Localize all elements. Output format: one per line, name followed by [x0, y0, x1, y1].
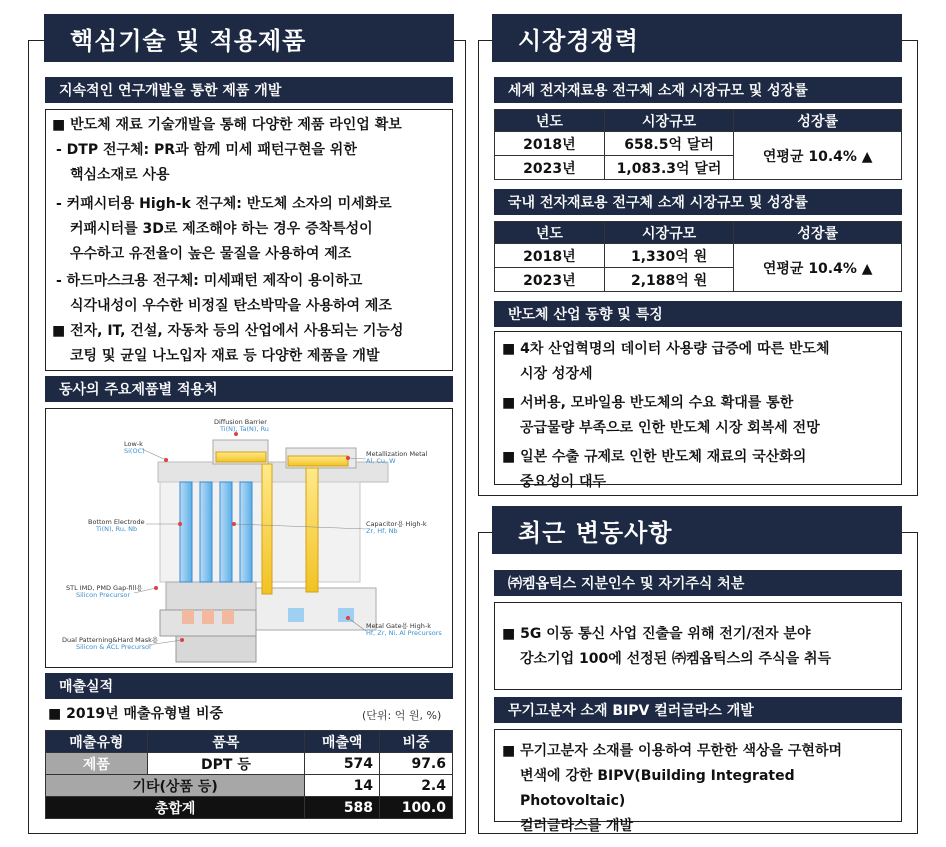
cell: 총합계	[46, 797, 305, 819]
rnd-line: 식각내성이 우수한 비정질 탄소박막을 사용하여 제조	[70, 298, 392, 314]
recent-item1-line: 강소기업 100에 선정된 ㈜켐옵틱스의 주식을 취득	[520, 651, 832, 667]
trend-line: 시장 성장세	[520, 366, 593, 382]
cell: 100.0	[380, 797, 453, 819]
cell: DPT 등	[147, 753, 305, 775]
cell: 제품	[46, 753, 148, 775]
label-stl-sub: Silicon Precursor	[76, 591, 131, 599]
rnd-content	[52, 113, 452, 369]
rnd-line: ■ 전자, IT, 건설, 자동차 등의 산업에서 사용되는 기능성	[52, 323, 404, 339]
cell: 574	[305, 753, 380, 775]
rnd-line: - 하드마스크용 전구체: 미세패턴 제작이 용이하고	[56, 273, 363, 289]
trend-content	[502, 337, 898, 495]
global-table	[494, 109, 902, 180]
cell: 1,330억 원	[604, 244, 734, 268]
recent-item1-line: ■ 5G 이동 통신 사업 진출을 위해 전기/전자 분야	[502, 626, 811, 642]
recent-item2-line: ■ 무기고분자 소재를 이용하여 무한한 색상을 구현하며	[502, 743, 842, 759]
label-diffusion-barrier-sub: Ti(N), Ta(N), Ru	[220, 425, 269, 433]
label-metal-gate-sub: Hf, Zr, Ni, Al Precursors	[366, 629, 442, 637]
col-share: 비중	[380, 731, 453, 753]
recent-item2-line: 컬러글라스를 개발	[520, 818, 634, 834]
sales-unit: (단위: 억 원, %)	[362, 709, 442, 722]
cell: 14	[305, 775, 380, 797]
trend-header: 반도체 산업 동향 및 특징	[494, 301, 902, 327]
table-row	[46, 797, 453, 819]
cell: 2018년	[495, 132, 605, 156]
table-row	[46, 753, 453, 775]
domestic-table	[494, 221, 902, 292]
label-low-k-sub: Si(OC)	[124, 447, 145, 455]
growth-cell: 연평균 10.4% ▲	[734, 132, 902, 180]
label-metal-gate: Metal Gate용 High-k	[366, 622, 431, 630]
col-year: 년도	[495, 222, 605, 244]
cell: 2,188억 원	[604, 268, 734, 292]
cell: 기타(상품 등)	[46, 775, 305, 797]
cell: 658.5억 달러	[604, 132, 734, 156]
growth-cell: 연평균 10.4% ▲	[734, 244, 902, 292]
trend-line: 중요성이 대두	[520, 474, 607, 490]
col-size: 시장규모	[604, 110, 734, 132]
table-row	[495, 132, 902, 156]
label-dual: Dual Patterning&Hard Mask용	[62, 636, 159, 644]
recent-item2-header: 무기고분자 소재 BIPV 컬러글라스 개발	[494, 697, 902, 723]
label-diffusion-barrier: Diffusion Barrier	[214, 418, 267, 426]
semiconductor-structure-diagram	[48, 412, 450, 666]
trend-line: ■ 4차 산업혁명의 데이터 사용량 급증에 따른 반도체	[502, 341, 830, 357]
col-amount: 매출액	[305, 731, 380, 753]
label-dual-sub: Silicon & ACL Precursor	[76, 643, 152, 651]
global-header: 세계 전자재료용 전구체 소재 시장규모 및 성장률	[494, 77, 902, 103]
rnd-line: 커패시터를 3D로 제조해야 하는 경우 증착특성이	[70, 221, 373, 237]
label-bottom-electrode-sub: Ti(N), Ru, Nb	[96, 525, 138, 533]
recent-item1-content	[502, 622, 898, 672]
rnd-line: - DTP 전구체: PR과 함께 미세 패턴구현을 위한	[56, 142, 357, 158]
rnd-line: ■ 반도체 재료 기술개발을 통해 다양한 제품 라인업 확보	[52, 117, 402, 133]
trend-line: 공급물량 부족으로 인한 반도체 시장 회복세 전망	[520, 420, 820, 436]
left-panel-title: 핵심기술 및 적용제품	[44, 14, 454, 62]
col-year: 년도	[495, 110, 605, 132]
rnd-header: 지속적인 연구개발을 통한 제품 개발	[45, 77, 453, 103]
recent-item2-line: 변색에 강한 BIPV(Building Integrated Photovoltaic)	[520, 768, 795, 809]
cell: 2023년	[495, 156, 605, 180]
cell: 2.4	[380, 775, 453, 797]
label-capacitor: Capacitor용 High-k	[366, 520, 427, 528]
label-low-k: Low-k	[124, 440, 143, 448]
rnd-line: - 커패시터용 High-k 전구체: 반도체 소자의 미세화로	[56, 196, 392, 212]
label-stl: STL IMD, PMD Gap-fill용	[66, 584, 143, 592]
cell: 2018년	[495, 244, 605, 268]
label-capacitor-sub: Zr, Hf, Nb	[366, 527, 398, 535]
cell: 2023년	[495, 268, 605, 292]
table-row	[46, 775, 453, 797]
col-item: 품목	[147, 731, 305, 753]
col-size: 시장규모	[604, 222, 734, 244]
recent-item1-header: ㈜켐옵틱스 지분인수 및 자기주식 처분	[494, 570, 902, 596]
domestic-header: 국내 전자재료용 전구체 소재 시장규모 및 성장률	[494, 189, 902, 215]
cell: 97.6	[380, 753, 453, 775]
products-header: 동사의 주요제품별 적용처	[45, 376, 453, 402]
col-growth: 성장률	[734, 110, 902, 132]
label-metallization-sub: Al, Cu, W	[366, 457, 396, 465]
trend-line: ■ 서버용, 모바일용 반도체의 수요 확대를 통한	[502, 395, 794, 411]
table-row	[495, 244, 902, 268]
cell: 588	[305, 797, 380, 819]
label-metallization: Metallization Metal	[366, 450, 428, 458]
col-growth: 성장률	[734, 222, 902, 244]
recent-item2-content	[502, 739, 898, 839]
trend-line: ■ 일본 수출 규제로 인한 반도체 재료의 국산화의	[502, 449, 807, 465]
col-type: 매출유형	[46, 731, 148, 753]
sales-header: 매출실적	[45, 673, 453, 699]
rnd-line: 코팅 및 균일 나노입자 재료 등 다양한 제품을 개발	[70, 348, 380, 364]
sales-table	[45, 730, 453, 819]
rnd-line: 우수하고 유전율이 높은 물질을 사용하여 제조	[70, 246, 352, 262]
recent-panel-title: 최근 변동사항	[492, 506, 902, 554]
sales-subtitle: ■ 2019년 매출유형별 비중	[48, 706, 224, 722]
rnd-line: 핵심소재로 사용	[70, 167, 170, 183]
right-panel-title: 시장경쟁력	[492, 14, 902, 62]
label-bottom-electrode: Bottom Electrode	[88, 518, 145, 526]
cell: 1,083.3억 달러	[604, 156, 734, 180]
